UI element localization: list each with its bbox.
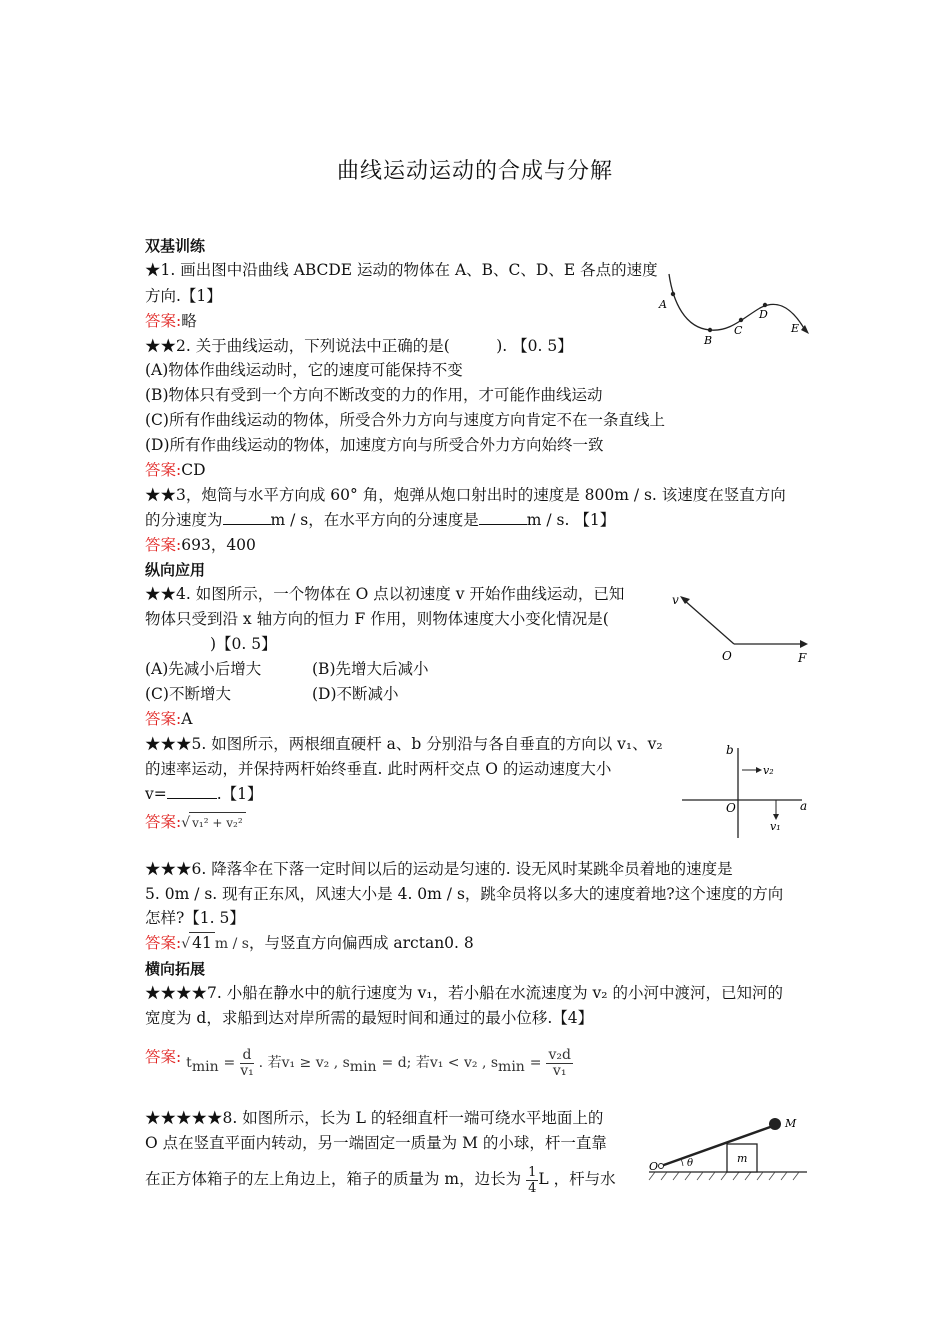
question-4-option-d: (D)不断减小 — [312, 685, 399, 703]
label-m-ball: M — [785, 1117, 797, 1130]
point-b — [708, 328, 712, 332]
point-a — [671, 292, 675, 296]
label-o: O — [649, 1160, 659, 1173]
answer-value: A — [181, 710, 193, 728]
ans7-t: t — [186, 1055, 192, 1071]
answer-5 — [145, 812, 246, 833]
answer-label: 答案: — [145, 312, 182, 330]
question-3-line — [145, 510, 615, 530]
label-b: B — [704, 334, 713, 347]
answer-label: 答案: — [145, 461, 182, 479]
label-v2: v₂ — [763, 764, 774, 777]
answer-6 — [145, 932, 474, 954]
velocity-arrow — [680, 596, 690, 604]
section-heading: 横向拓展 — [145, 960, 206, 978]
question-2-option-d: (D)所有作曲线运动的物体，加速度方向与所受合外力方向始终一致 — [145, 436, 604, 454]
label-o: O — [722, 649, 732, 663]
answer-label: 答案: — [145, 934, 182, 952]
frac-num: d — [240, 1048, 254, 1064]
question-3-text: 的分速度为 — [145, 511, 223, 529]
point-d — [763, 303, 767, 307]
ans7-min: min — [191, 1059, 219, 1076]
answer-label: 答案: — [145, 1048, 182, 1066]
frac-num: v₂d — [548, 1046, 571, 1063]
answer-sqrt-sign: √ — [181, 936, 191, 952]
ans7-min: min — [498, 1059, 525, 1076]
answer-7 — [145, 1044, 573, 1085]
question-5-line: ★★★5. 如图所示，两根细直硬杆 a、b 分别沿与各自垂直的方向以 v₁、v₂ — [145, 735, 663, 753]
question-2-option-b: (B)物体只有受到一个方向不断改变的力的作用，才可能作曲线运动 — [145, 386, 603, 404]
answer-value: 693，400 — [181, 536, 256, 554]
question-4-option-b: (B)先增大后减小 — [312, 660, 429, 678]
question-3-text: m / s，在水平方向的分速度是 — [270, 511, 479, 529]
angle-arc — [681, 1159, 683, 1166]
answer-1 — [145, 311, 197, 331]
velocity-force-figure — [668, 582, 813, 664]
question-5-text: .【1】 — [216, 785, 263, 803]
label-e: E — [791, 322, 800, 335]
blank — [167, 784, 217, 799]
label-v: v — [672, 593, 679, 607]
ans7-res1: = d; 若 — [381, 1055, 430, 1071]
side-fraction — [526, 1165, 538, 1196]
question-2-option-c: (C)所有作曲线运动的物体，所受合外力方向与速度方向肯定不在一条直线上 — [145, 411, 665, 429]
frac-num: 1 — [528, 1164, 537, 1180]
label-f: F — [798, 651, 807, 664]
answer-4 — [145, 709, 192, 729]
question-1-line: ★1. 画出图中沿曲线 ABCDE 运动的物体在 A、B、C、D、E 各点的速度 — [145, 261, 658, 279]
label-c: C — [734, 324, 743, 337]
question-7-line: 宽度为 d，求船到达对岸所需的最短时间和通过的最小位移.【4】 — [145, 1009, 594, 1027]
question-8-line — [145, 1162, 616, 1196]
ball — [769, 1118, 781, 1130]
answer-sqrt-value: 41 — [189, 932, 215, 953]
question-4-line: 物体只受到沿 x 轴方向的恒力 F 作用，则物体速度大小变化情况是( — [145, 610, 609, 628]
question-8-text: L ，杆与水 — [538, 1170, 616, 1188]
pivot — [659, 1164, 664, 1169]
rod-box-figure — [645, 1108, 810, 1198]
question-5-line: 的速率运动，并保持两杆始终垂直. 此时两杆交点 O 的运动速度大小 — [145, 760, 612, 778]
question-4-line: )【0. 5】 — [210, 635, 277, 653]
ground-hatch — [649, 1172, 799, 1180]
answer-value: CD — [181, 461, 206, 479]
answer-label: 答案: — [145, 813, 182, 831]
question-1-line: 方向.【1】 — [145, 287, 222, 305]
frac-den: v₁ — [552, 1062, 567, 1079]
question-2-stem: ★★2. 关于曲线运动，下列说法中正确的是( ). 【0. 5】 — [145, 337, 573, 355]
section-heading: 双基训练 — [145, 237, 206, 255]
question-7-line: ★★★★7. 小船在静水中的航行速度为 v₁，若小船在水流速度为 v₂ 的小河中渡河，已知河的 — [145, 984, 783, 1002]
label-a: A — [659, 298, 667, 311]
answer-value: 略 — [181, 312, 197, 330]
frac-den: v₁ — [240, 1062, 254, 1079]
answer-sqrt-sign: √ — [181, 815, 191, 831]
answer-3 — [145, 535, 256, 555]
point-c — [739, 318, 743, 322]
v2-arrow — [756, 767, 762, 773]
answer-label: 答案: — [145, 710, 182, 728]
ans7-cond1: v₁ ≥ v₂ , s — [281, 1055, 350, 1071]
ans7-frac-2 — [546, 1048, 572, 1079]
question-4-option-a: (A)先减小后增大 — [145, 660, 262, 678]
label-o: O — [726, 801, 736, 815]
label-m-box: m — [737, 1152, 748, 1165]
ans7-if1: . 若 — [258, 1055, 282, 1071]
curve-abcde-figure — [655, 262, 815, 348]
rods-figure — [680, 738, 810, 842]
label-a: a — [800, 799, 808, 813]
answer-label: 答案: — [145, 536, 182, 554]
section-heading: 纵向应用 — [145, 561, 206, 579]
ans7-min: min — [349, 1059, 377, 1076]
label-b: b — [726, 743, 734, 757]
question-6-line: 5. 0m / s. 现有正东风，风速大小是 4. 0m / s，跳伞员将以多大的速度着地?这个速度的方向 — [145, 885, 784, 903]
question-4-option-c: (C)不断增大 — [145, 685, 231, 703]
question-4-line: ★★4. 如图所示，一个物体在 O 点以初速度 v 开始作曲线运动，已知 — [145, 585, 625, 603]
blank — [479, 510, 527, 525]
question-5-text: v= — [145, 785, 167, 803]
ans7-eq: = — [529, 1055, 542, 1071]
answer-rest: ，与竖直方向偏西成 arctan0. 8 — [248, 934, 474, 952]
question-3-line: ★★3，炮筒与水平方向成 60° 角，炮弹从炮口射出时的速度是 800m / s. 该速度在竖直方向 — [145, 486, 786, 504]
label-d: D — [759, 308, 768, 321]
velocity-line — [684, 600, 734, 644]
ans7-frac-1 — [240, 1048, 254, 1079]
question-5-line — [145, 784, 263, 804]
ans7-cond2: v₁ < v₂ , s — [429, 1055, 499, 1071]
answer-value: v₁² + v₂² — [189, 812, 245, 833]
question-3-text: m / s. 【1】 — [526, 511, 616, 529]
question-2-option-a: (A)物体作曲线运动时，它的速度可能保持不变 — [145, 361, 463, 379]
question-6-line: ★★★6. 降落伞在下落一定时间以后的运动是匀速的. 设无风时某跳伞员着地的速度是 — [145, 860, 733, 878]
question-6-line: 怎样?【1. 5】 — [145, 909, 245, 927]
question-8-line: ★★★★★8. 如图所示，长为 L 的轻细直杆一端可绕水平地面上的 — [145, 1109, 604, 1127]
answer-2 — [145, 460, 206, 480]
label-v1: v₁ — [770, 820, 781, 833]
blank — [223, 510, 271, 525]
force-arrow — [800, 640, 808, 648]
curve-path — [669, 274, 805, 330]
label-theta: θ — [687, 1158, 694, 1169]
page-title: 曲线运动运动的合成与分解 — [336, 159, 613, 184]
frac-den: 4 — [528, 1180, 537, 1196]
ans7-eq: = — [223, 1055, 236, 1071]
answer-unit: m / s — [214, 936, 249, 952]
question-8-line: O 点在竖直平面内转动，另一端固定一质量为 M 的小球，杆一直靠 — [145, 1134, 607, 1152]
question-8-text: 在正方体箱子的左上角边上，箱子的质量为 m，边长为 — [145, 1170, 522, 1188]
